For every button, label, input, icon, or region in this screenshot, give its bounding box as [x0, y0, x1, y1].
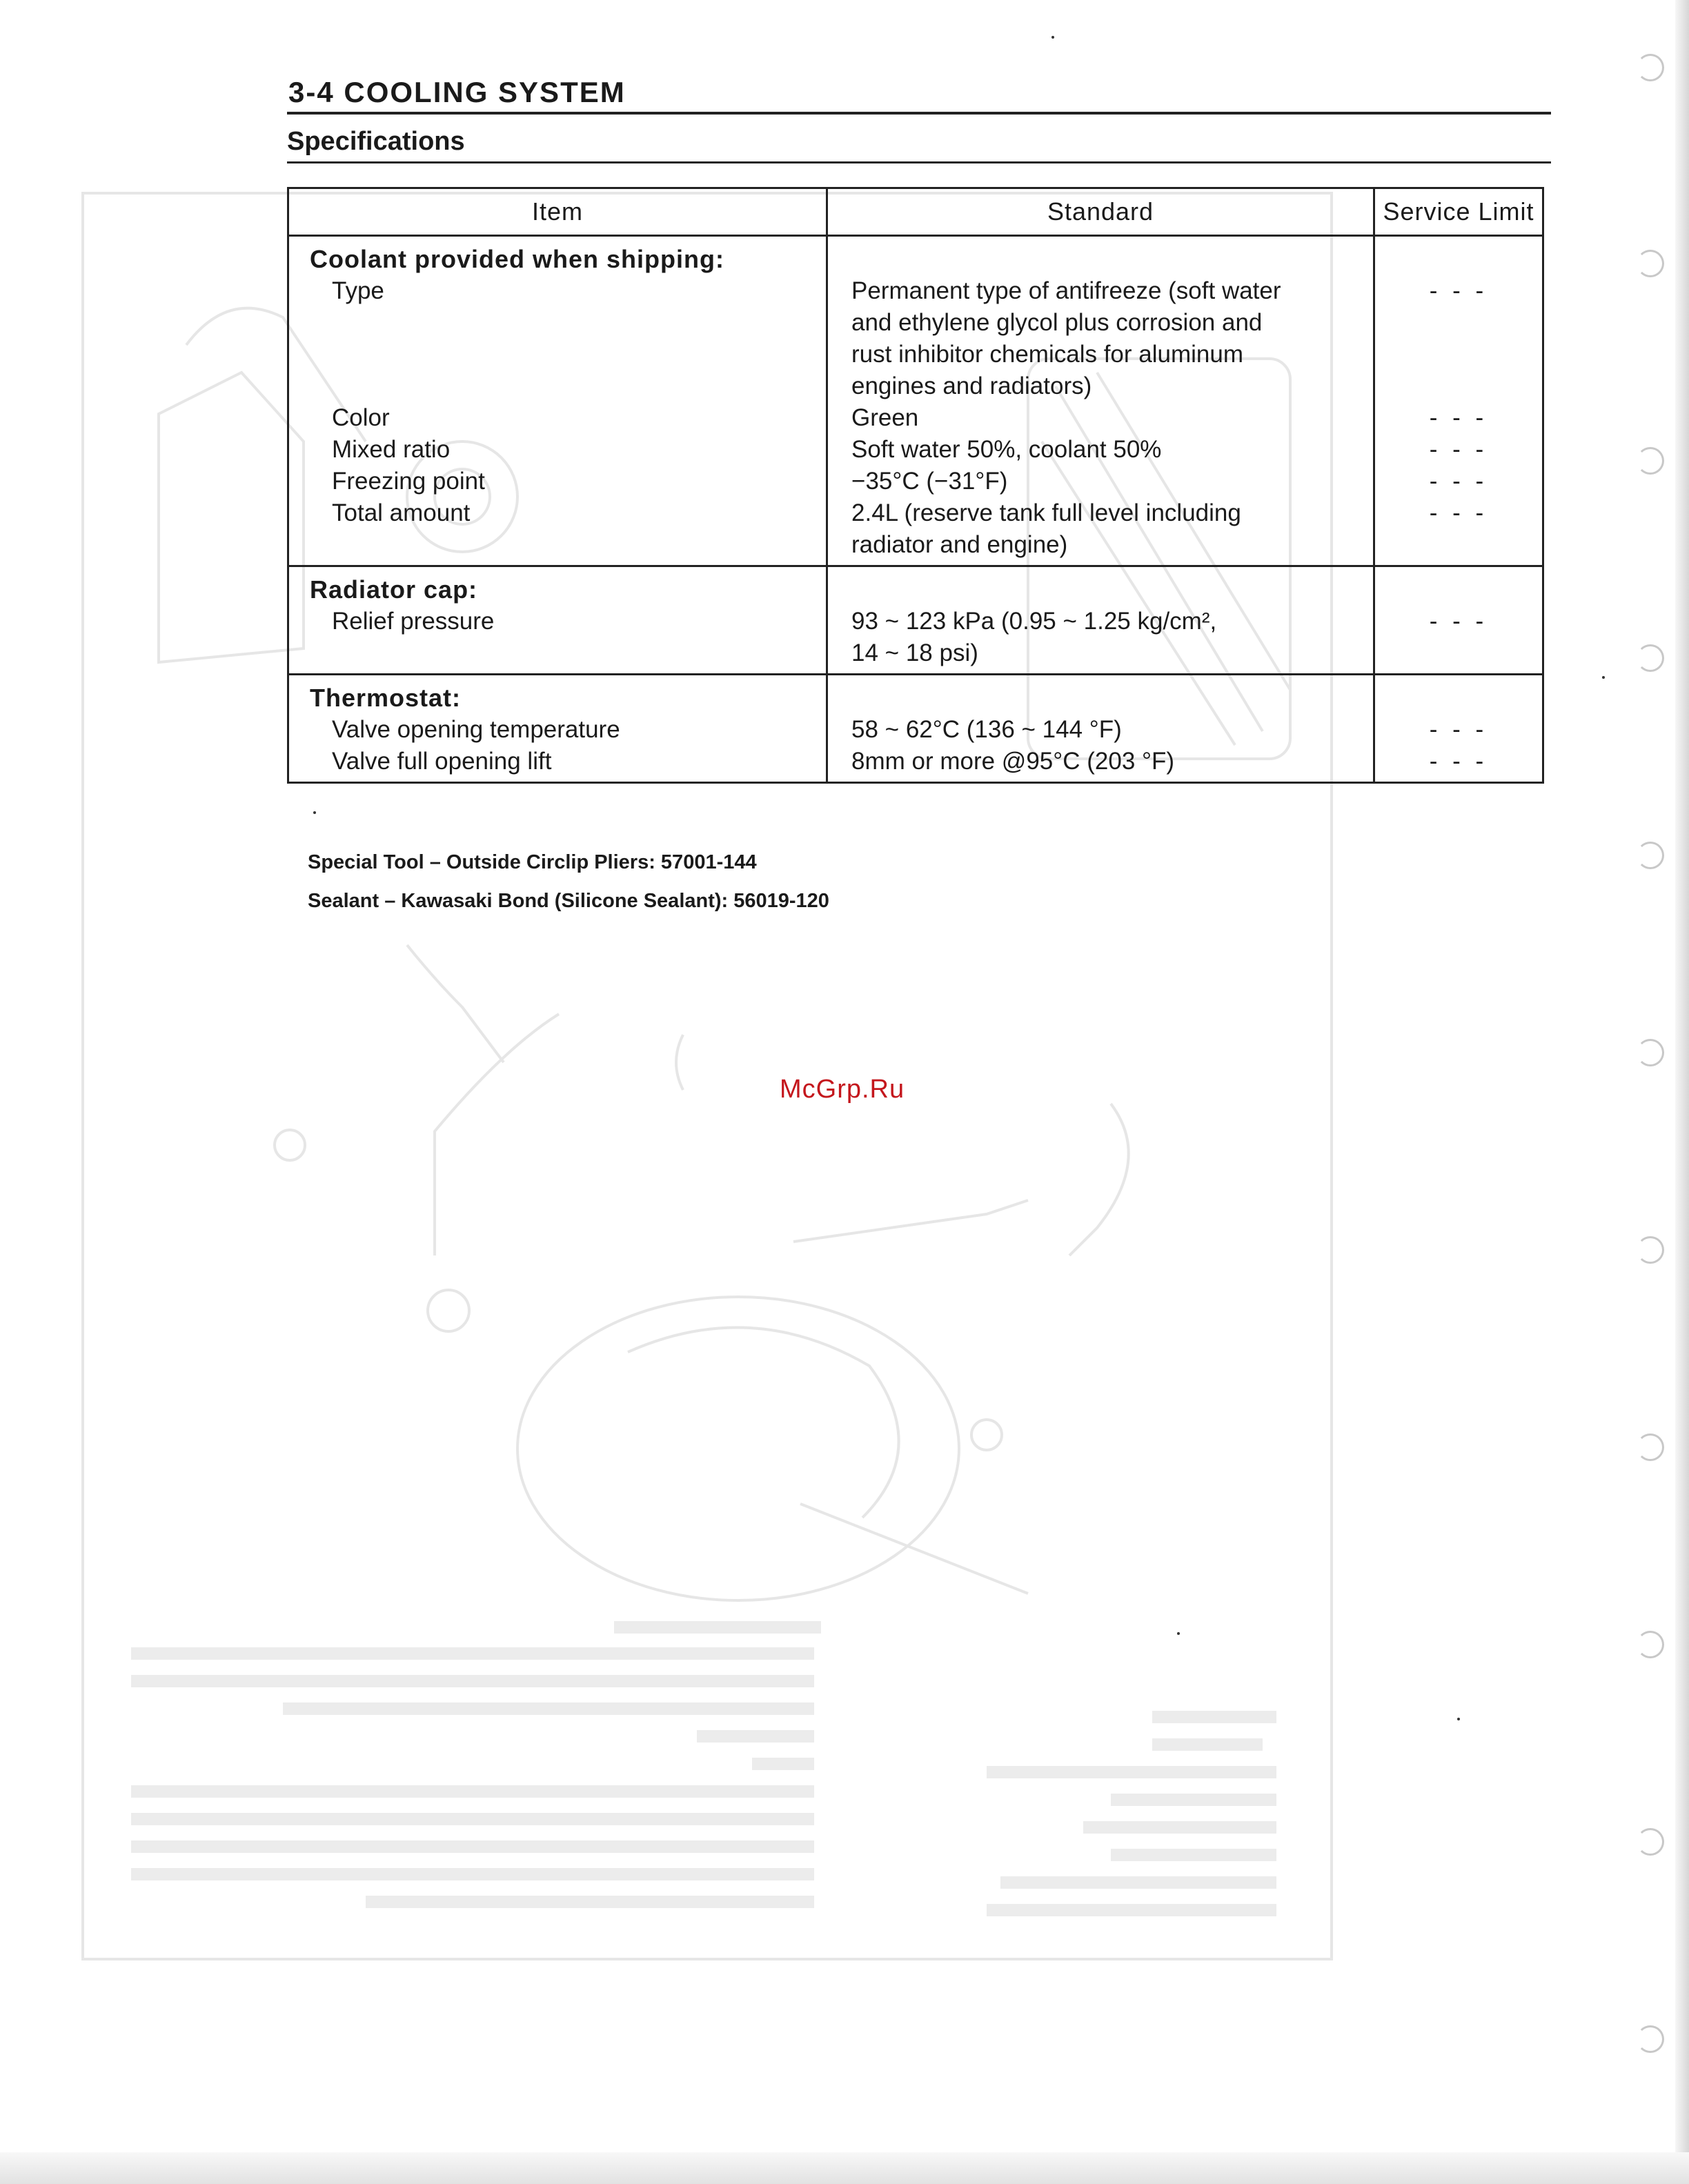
subtitle-rule	[287, 161, 1551, 163]
binder-hole	[1637, 644, 1664, 672]
radiator-cap-limit-cell	[1374, 566, 1543, 675]
column-header-item: Item	[288, 188, 827, 236]
coolant-limit-cell	[1374, 236, 1543, 566]
valve-opening-temp-label: Valve opening temperature	[332, 716, 620, 743]
valve-lift-value: 8mm or more @95°C (203 °F)	[851, 748, 1175, 775]
binder-hole	[1637, 1236, 1664, 1264]
limit-relief-pressure: - - -	[1429, 608, 1488, 635]
coolant-total-label: Total amount	[332, 499, 471, 526]
header-rule	[287, 112, 1551, 115]
valve-opening-temp-value: 58 ~ 62°C (136 ~ 144 °F)	[851, 716, 1122, 743]
scan-speck	[1051, 36, 1054, 39]
special-tool-note: Special Tool – Outside Circlip Pliers: 57001-144	[308, 851, 757, 873]
scan-speck	[1457, 1718, 1460, 1720]
table-header-row	[288, 188, 1543, 236]
watermark-text: McGrp.Ru	[780, 1075, 905, 1104]
scan-speck	[1177, 1632, 1180, 1635]
limit-freeze: - - -	[1429, 468, 1488, 495]
limit-type: - - -	[1429, 277, 1488, 304]
scan-speck	[1602, 676, 1605, 679]
specifications-table	[287, 187, 1544, 784]
binder-hole	[1637, 250, 1664, 277]
relief-pressure-value-line: 14 ~ 18 psi)	[851, 639, 978, 666]
limit-valve-lift: - - -	[1429, 748, 1488, 775]
page-bottom-edge	[0, 2152, 1689, 2184]
binder-hole	[1637, 1631, 1664, 1658]
coolant-ratio-value: Soft water 50%, coolant 50%	[851, 436, 1162, 463]
binder-hole	[1637, 447, 1664, 475]
coolant-total-value-line: 2.4L (reserve tank full level including	[851, 499, 1241, 526]
binder-hole	[1637, 1433, 1664, 1461]
coolant-color-label: Color	[332, 404, 390, 431]
binder-hole	[1637, 54, 1664, 81]
coolant-type-label: Type	[332, 277, 384, 304]
section-title: 3-4 COOLING SYSTEM	[288, 76, 626, 108]
binder-hole	[1637, 2025, 1664, 2053]
binder-hole	[1637, 842, 1664, 869]
table-row-thermostat	[288, 675, 1543, 783]
column-header-service-limit: Service Limit	[1374, 188, 1543, 236]
limit-ratio: - - -	[1429, 436, 1488, 463]
limit-color: - - -	[1429, 404, 1488, 431]
limit-total: - - -	[1429, 499, 1488, 526]
coolant-type-value-line: and ethylene glycol plus corrosion and	[851, 309, 1263, 336]
tool-notes	[308, 843, 829, 920]
binder-hole	[1637, 1828, 1664, 1856]
thermostat-standard-cell	[827, 675, 1374, 783]
binder-hole	[1637, 1039, 1664, 1066]
thermostat-limit-cell	[1374, 675, 1543, 783]
table-row-radiator-cap	[288, 566, 1543, 675]
coolant-freeze-label: Freezing point	[332, 468, 485, 495]
specifications-heading: Specifications	[287, 127, 465, 156]
table-row-coolant	[288, 236, 1543, 566]
coolant-type-value-line: rust inhibitor chemicals for aluminum	[851, 341, 1243, 368]
coolant-group-title: Coolant provided when shipping:	[310, 245, 724, 273]
scan-speck	[313, 811, 316, 814]
coolant-total-value-line: radiator and engine)	[851, 531, 1068, 558]
coolant-items-cell	[288, 236, 827, 566]
coolant-ratio-label: Mixed ratio	[332, 436, 451, 463]
thermostat-group-title: Thermostat:	[310, 684, 462, 712]
page-right-edge	[1675, 0, 1689, 2184]
relief-pressure-label: Relief pressure	[332, 608, 495, 635]
sealant-note: Sealant – Kawasaki Bond (Silicone Sealant): 56019-120	[308, 890, 829, 912]
relief-pressure-value-line: 93 ~ 123 kPa (0.95 ~ 1.25 kg/cm²,	[851, 608, 1217, 635]
page-header	[287, 75, 1551, 163]
coolant-type-value-line: Permanent type of antifreeze (soft water	[851, 277, 1281, 304]
valve-lift-label: Valve full opening lift	[332, 748, 552, 775]
radiator-cap-group-title: Radiator cap:	[310, 575, 478, 604]
column-header-standard: Standard	[827, 188, 1374, 236]
radiator-cap-standard-cell	[827, 566, 1374, 675]
thermostat-items-cell	[288, 675, 827, 783]
coolant-type-value-line: engines and radiators)	[851, 373, 1092, 399]
radiator-cap-items-cell	[288, 566, 827, 675]
coolant-freeze-value: −35°C (−31°F)	[851, 468, 1008, 495]
limit-valve-opening-temp: - - -	[1429, 716, 1488, 743]
coolant-standard-cell	[827, 236, 1374, 566]
coolant-color-value: Green	[851, 404, 919, 431]
